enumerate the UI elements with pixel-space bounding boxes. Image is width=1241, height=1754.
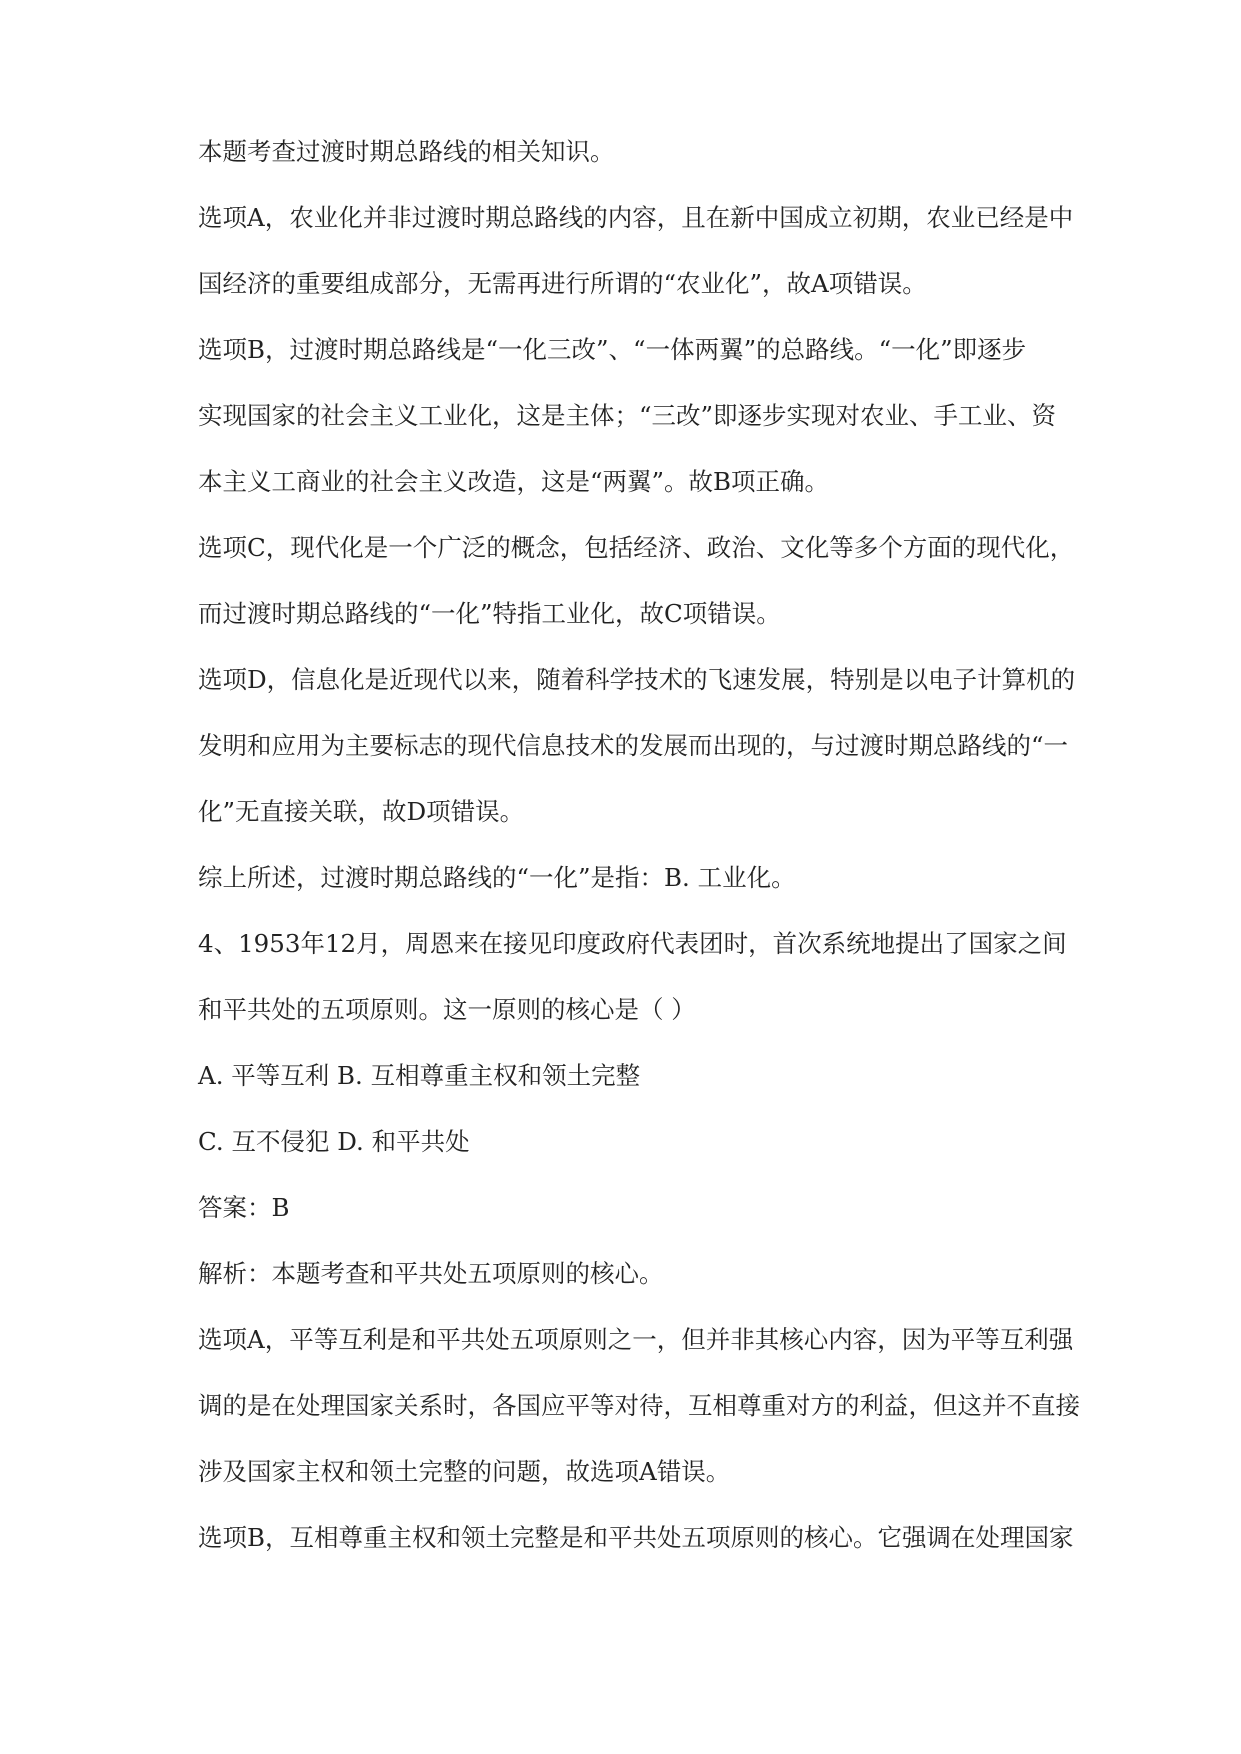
text-line: 发明和应用为主要标志的现代信息技术的发展而出现的，与过渡时期总路线的“一 xyxy=(198,731,1069,760)
text-line: 本题考查过渡时期总路线的相关知识。 xyxy=(198,137,615,166)
text-line: 选项C，现代化是一个广泛的概念，包括经济、政治、文化等多个方面的现代化， xyxy=(198,533,1075,562)
explanation-heading: 解析：本题考查和平共处五项原则的核心。 xyxy=(198,1259,664,1288)
text-line: 涉及国家主权和领土完整的问题，故选项A错误。 xyxy=(198,1457,731,1486)
text-line: 本主义工商业的社会主义改造，这是“两翼”。故B项正确。 xyxy=(198,467,830,496)
text-line: 国经济的重要组成部分，无需再进行所谓的“农业化”，故A项错误。 xyxy=(198,269,927,298)
answer-key: 答案：B xyxy=(198,1193,290,1222)
answer-options: A. 平等互利 B. 互相尊重主权和领土完整 xyxy=(198,1061,641,1090)
text-line: 而过渡时期总路线的“一化”特指工业化，故C项错误。 xyxy=(198,599,781,628)
text-line: 选项A，农业化并非过渡时期总路线的内容，且在新中国成立初期，农业已经是中 xyxy=(198,203,1074,232)
question-stem: 和平共处的五项原则。这一原则的核心是（ ） xyxy=(198,995,696,1024)
text-line: 选项B，互相尊重主权和领土完整是和平共处五项原则的核心。它强调在处理国家 xyxy=(198,1523,1074,1552)
answer-options: C. 互不侵犯 D. 和平共处 xyxy=(198,1127,470,1156)
text-line: 选项A，平等互利是和平共处五项原则之一，但并非其核心内容，因为平等互利强 xyxy=(198,1325,1074,1354)
text-line: 选项B，过渡时期总路线是“一化三改”、“一体两翼”的总路线。“一化”即逐步 xyxy=(198,335,1027,364)
text-line: 实现国家的社会主义工业化，这是主体；“三改”即逐步实现对农业、手工业、资 xyxy=(198,401,1057,430)
text-line: 调的是在处理国家关系时，各国应平等对待，互相尊重对方的利益，但这并不直接 xyxy=(198,1391,1080,1420)
text-line: 综上所述，过渡时期总路线的“一化”是指：B. 工业化。 xyxy=(198,863,796,892)
text-line: 化”无直接关联，故D项错误。 xyxy=(198,797,525,826)
text-line: 选项D，信息化是近现代以来，随着科学技术的飞速发展，特别是以电子计算机的 xyxy=(198,665,1076,694)
question-stem: 4、1953年12月，周恩来在接见印度政府代表团时，首次系统地提出了国家之间 xyxy=(198,929,1067,958)
